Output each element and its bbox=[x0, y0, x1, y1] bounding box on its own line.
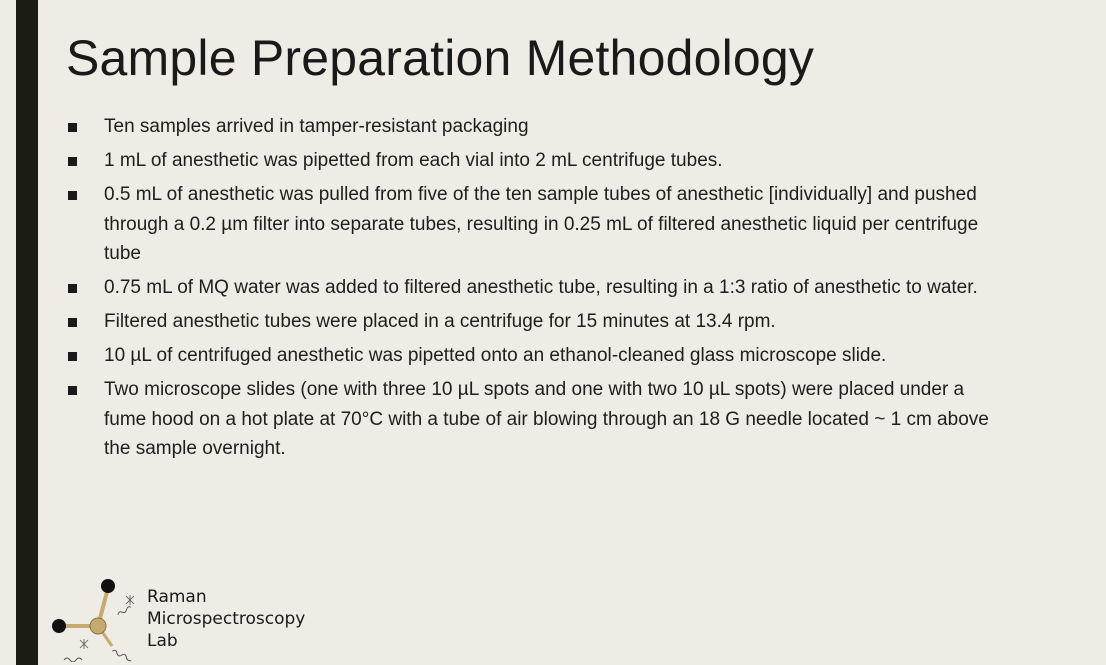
bullet-text: Two microscope slides (one with three 10 µL spots and one with two 10 µL spots) were placed under a fume hood on a hot plate at 70°C with a tube of air blowing through an 18 G needle located ~ 1 cm above the sample overnight. bbox=[104, 379, 989, 459]
bullet-text: 1 mL of anesthetic was pipetted from each vial into 2 mL centrifuge tubes. bbox=[104, 150, 723, 171]
bullet-text: Ten samples arrived in tamper-resistant packaging bbox=[104, 116, 529, 137]
bullet-item bbox=[66, 375, 996, 464]
lab-name-line: Lab bbox=[147, 631, 178, 651]
bullet-text: 10 µL of centrifuged anesthetic was pipetted onto an ethanol-cleaned glass microscope slide. bbox=[104, 345, 887, 366]
square-bullet-icon bbox=[68, 386, 77, 395]
square-bullet-icon bbox=[68, 123, 77, 132]
square-bullet-icon bbox=[68, 157, 77, 166]
bullet-item bbox=[66, 180, 996, 269]
bullet-item bbox=[66, 146, 996, 176]
bullet-text: 0.5 mL of anesthetic was pulled from five of the ten sample tubes of anesthetic [individually] and pushed through a 0.2 µm filter into separate tubes, resulting in 0.25 mL of filtered anesthetic liquid per centrifuge tube bbox=[104, 184, 979, 264]
bullet-text: Filtered anesthetic tubes were placed in a centrifuge for 15 minutes at 13.4 rpm. bbox=[104, 311, 776, 332]
lab-name-line: Raman bbox=[147, 587, 207, 607]
lab-name bbox=[147, 586, 305, 652]
bullet-item bbox=[66, 112, 996, 142]
bullet-list bbox=[66, 112, 996, 468]
square-bullet-icon bbox=[68, 191, 77, 200]
bullet-item bbox=[66, 341, 996, 371]
raman-molecule-icon bbox=[50, 576, 160, 662]
bullet-item bbox=[66, 307, 996, 337]
left-accent-bar bbox=[16, 0, 38, 665]
square-bullet-icon bbox=[68, 284, 77, 293]
bullet-item bbox=[66, 273, 996, 303]
lab-name-line: Microspectroscopy bbox=[147, 609, 306, 629]
square-bullet-icon bbox=[68, 318, 77, 327]
square-bullet-icon bbox=[68, 352, 77, 361]
slide-title: Sample Preparation Methodology bbox=[66, 30, 815, 86]
bullet-text: 0.75 mL of MQ water was added to filtered anesthetic tube, resulting in a 1:3 ratio of anesthetic to water. bbox=[104, 277, 978, 298]
